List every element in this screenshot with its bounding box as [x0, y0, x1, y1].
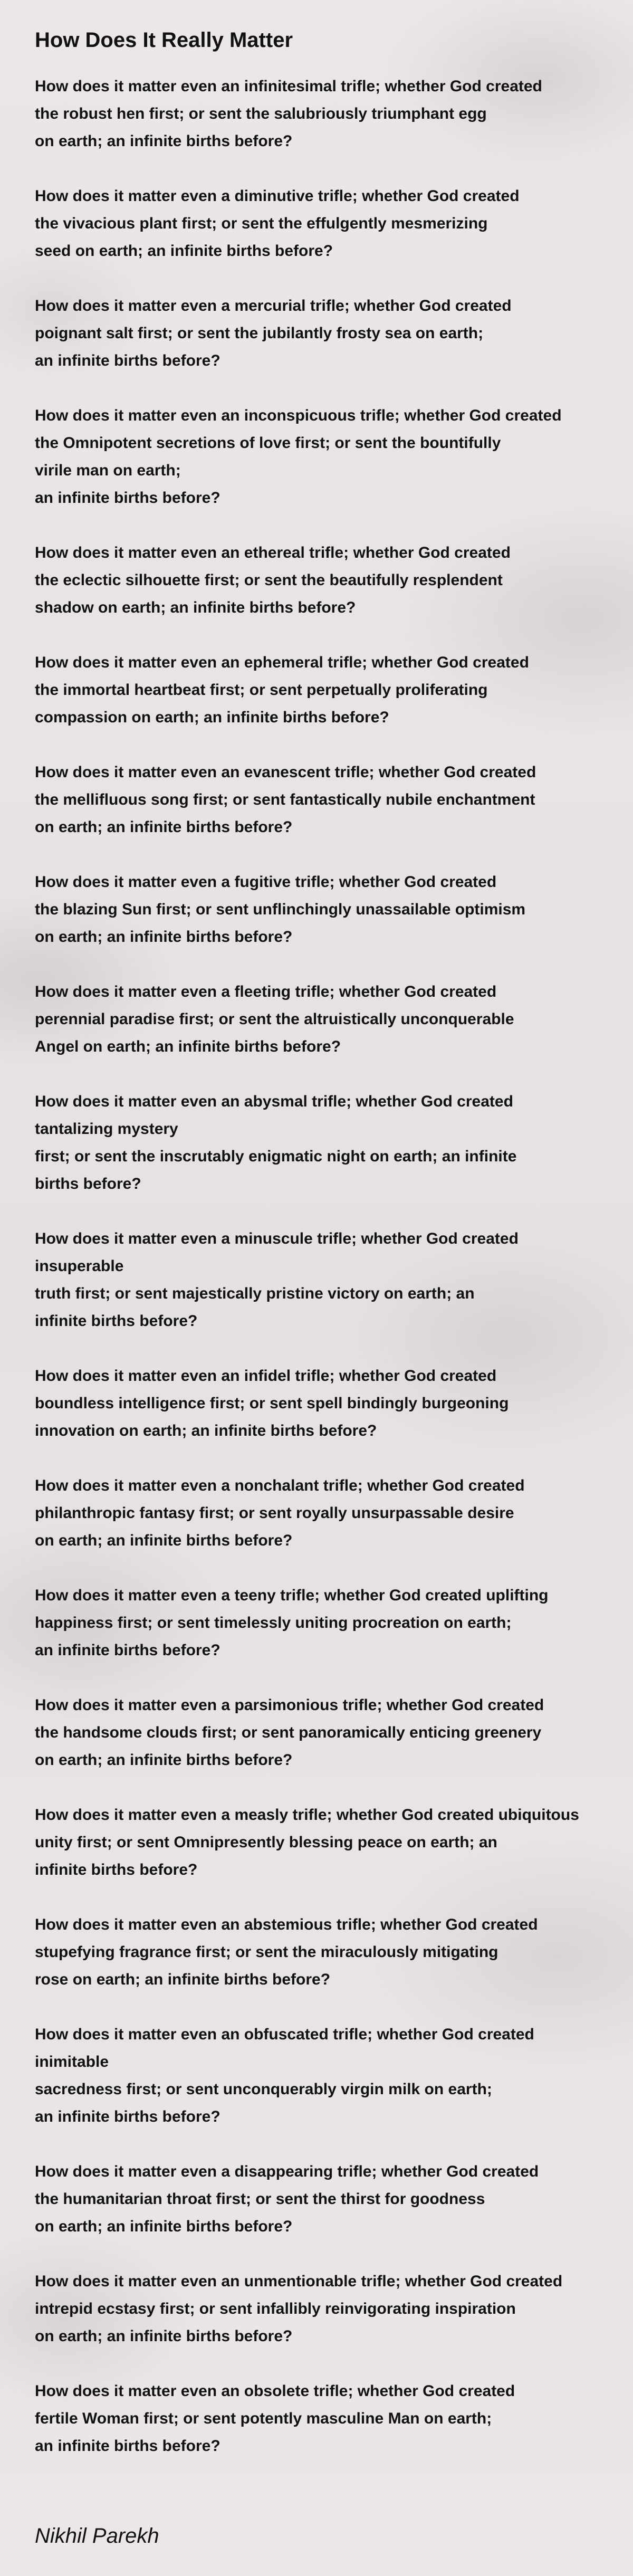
poem-stanza: [35, 1692, 633, 1774]
poem-line: the immortal heartbeat first; or sent perpetually proliferating: [35, 681, 488, 699]
poem-stanza: [35, 1472, 633, 1554]
poem-stanza: [35, 978, 633, 1061]
poem-line: happiness first; or sent timelessly uniting procreation on earth;: [35, 1614, 512, 1632]
poem-line: perennial paradise first; or sent the altruistically unconquerable: [35, 1010, 514, 1028]
poem-line: How does it matter even a measly trifle; whether God created ubiquitous: [35, 1806, 579, 1824]
poem-stanza: [35, 1801, 633, 1884]
poem-line: innovation on earth; an infinite births before?: [35, 1422, 377, 1439]
poem-line: seed on earth; an infinite births before?: [35, 242, 333, 260]
poem-line: How does it matter even a nonchalant trifle; whether God created: [35, 1477, 525, 1494]
poem-line: on earth; an infinite births before?: [35, 2327, 293, 2345]
poem-line: How does it matter even a disappearing trifle; whether God created: [35, 2163, 539, 2180]
poem-line: How does it matter even an abysmal trifle; whether God created: [35, 1093, 513, 1110]
poem-line: How does it matter even an unmentionable trifle; whether God created: [35, 2273, 563, 2290]
poem-line: How does it matter even an obfuscated trifle; whether God created: [35, 2026, 534, 2043]
poem-line: on earth; an infinite births before?: [35, 1751, 293, 1769]
poem-line: How does it matter even a minuscule trifle; whether God created: [35, 1230, 519, 1247]
poem-line: the mellifluous song first; or sent fantastically nubile enchantment: [35, 791, 535, 808]
poem-stanza: [35, 1088, 633, 1198]
poem-line: tantalizing mystery: [35, 1120, 178, 1138]
poem-author: Nikhil Parekh: [35, 2524, 159, 2548]
poem-line: an infinite births before?: [35, 352, 220, 369]
poem-stanza: [35, 1362, 633, 1445]
poem-line: the blazing Sun first; or sent unflinchingly unassailable optimism: [35, 901, 526, 918]
poem-line: How does it matter even an inconspicuous trifle; whether God created: [35, 407, 562, 424]
poem-stanza: [35, 73, 633, 155]
poem-line: rose on earth; an infinite births before?: [35, 1971, 331, 1988]
poem-line: boundless intelligence first; or sent spell bindingly burgeoning: [35, 1395, 509, 1412]
poem-line: an infinite births before?: [35, 1642, 220, 1659]
poem-line: the vivacious plant first; or sent the effulgently mesmerizing: [35, 215, 488, 232]
poem-line: an infinite births before?: [35, 2437, 220, 2455]
poem-line: on earth; an infinite births before?: [35, 2218, 293, 2235]
poem-line: infinite births before?: [35, 1861, 198, 1878]
poem-line: philanthropic fantasy first; or sent royally unsurpassable desire: [35, 1504, 514, 1522]
poem-line: on earth; an infinite births before?: [35, 818, 293, 836]
poem-line: How does it matter even an obsolete trifle; whether God created: [35, 2382, 515, 2400]
poem-line: births before?: [35, 1175, 141, 1192]
poem-line: unity first; or sent Omnipresently blessing peace on earth; an: [35, 1834, 497, 1851]
poem-line: How does it matter even a parsimonious trifle; whether God created: [35, 1696, 544, 1714]
poem-line: virile man on earth;: [35, 462, 181, 479]
poem-stanza: [35, 292, 633, 375]
poem-line: the handsome clouds first; or sent panoramically enticing greenery: [35, 1724, 542, 1741]
poem-line: truth first; or sent majestically pristine victory on earth; an: [35, 1285, 475, 1302]
poem-stanza: [35, 2268, 633, 2350]
poem-line: infinite births before?: [35, 1312, 198, 1330]
poem-stanza: [35, 402, 633, 512]
poem-stanza: [35, 183, 633, 265]
poem-line: intrepid ecstasy first; or sent infallibly reinvigorating inspiration: [35, 2300, 516, 2317]
poem-line: How does it matter even a diminutive trifle; whether God created: [35, 187, 520, 205]
poem-stanza: [35, 2158, 633, 2240]
poem-line: How does it matter even a teeny trifle; whether God created uplifting: [35, 1587, 549, 1604]
poem-line: How does it matter even an evanescent trifle; whether God created: [35, 764, 536, 781]
poem-stanza: [35, 539, 633, 622]
poem-line: How does it matter even an abstemious trifle; whether God created: [35, 1916, 538, 1933]
poem-line: an infinite births before?: [35, 489, 220, 507]
poem-line: on earth; an infinite births before?: [35, 928, 293, 946]
poem-line: How does it matter even a fleeting trifle; whether God created: [35, 983, 497, 1000]
poem-line: the eclectic silhouette first; or sent the beautifully resplendent: [35, 571, 503, 589]
poem-line: How does it matter even a mercurial trifle; whether God created: [35, 297, 512, 314]
poem-line: stupefying fragrance first; or sent the miraculously mitigating: [35, 1943, 498, 1961]
poem-line: the robust hen first; or sent the salubriously triumphant egg: [35, 105, 487, 122]
poem-line: How does it matter even a fugitive trifle; whether God created: [35, 873, 497, 891]
poem-line: How does it matter even an infinitesimal trifle; whether God created: [35, 78, 542, 95]
poem-body: [35, 73, 633, 2460]
poem-line: How does it matter even an ethereal trifle; whether God created: [35, 544, 511, 561]
poem-line: the humanitarian throat first; or sent the thirst for goodness: [35, 2190, 485, 2208]
poem-stanza: [35, 2021, 633, 2131]
poem-line: the Omnipotent secretions of love first; or sent the bountifully: [35, 434, 501, 452]
poem-line: How does it matter even an ephemeral trifle; whether God created: [35, 654, 529, 671]
poem-line: fertile Woman first; or sent potently masculine Man on earth;: [35, 2410, 492, 2427]
poem-stanza: [35, 649, 633, 731]
poem-line: insuperable: [35, 1257, 124, 1275]
poem-line: on earth; an infinite births before?: [35, 132, 293, 150]
poem-line: How does it matter even an infidel trifle; whether God created: [35, 1367, 497, 1385]
poem-stanza: [35, 1225, 633, 1335]
poem-line: inimitable: [35, 2053, 109, 2071]
poem-line: an infinite births before?: [35, 2108, 220, 2125]
poem-stanza: [35, 1582, 633, 1664]
poem-stanza: [35, 1911, 633, 1993]
poem-stanza: [35, 2378, 633, 2460]
poem-line: sacredness first; or sent unconquerably virgin milk on earth;: [35, 2081, 492, 2098]
poem-line: Angel on earth; an infinite births before?: [35, 1038, 341, 1055]
poem-title: How Does It Really Matter: [35, 28, 293, 52]
poem-stanza: [35, 869, 633, 951]
poem-line: compassion on earth; an infinite births before?: [35, 709, 389, 726]
poem-line: on earth; an infinite births before?: [35, 1532, 293, 1549]
poem-line: shadow on earth; an infinite births before?: [35, 599, 356, 616]
poem-stanza: [35, 759, 633, 841]
poem-line: first; or sent the inscrutably enigmatic night on earth; an infinite: [35, 1148, 517, 1165]
poem-line: poignant salt first; or sent the jubilantly frosty sea on earth;: [35, 325, 484, 342]
